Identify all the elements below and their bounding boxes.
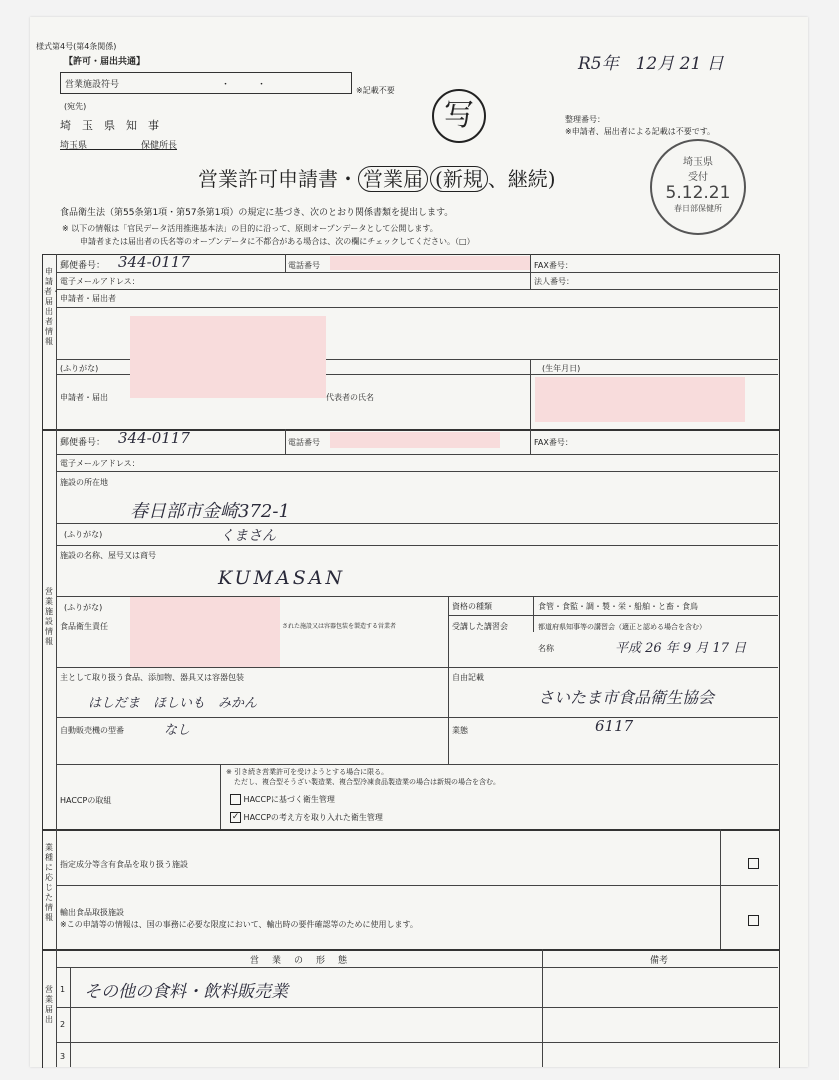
facility-address: 春日部市金崎372-1 — [130, 501, 290, 522]
applicant-email-label: 電子メールアドレス： — [60, 277, 140, 286]
title-notification-circled: 営業届 — [358, 166, 428, 192]
applicant-birth-label: (生年月日) — [542, 364, 581, 373]
receipt-stamp-mid: 受付 — [688, 172, 708, 183]
vending-machine-label: 自動販売機の型番 — [60, 726, 124, 735]
facility-name: KUMASAN — [218, 567, 346, 589]
food-hygiene-manager-label: 食品衛生責任 — [60, 622, 108, 631]
applicant-side-label: 申請者・届出者情報 — [44, 267, 60, 346]
health-center-line: 埼玉県 保健所長 — [60, 141, 178, 151]
form-number: 様式第4号(第4条関係) — [36, 42, 117, 51]
haccp-note-1: ※ 引き続き営業許可を受けようとする場合に限る。 — [226, 768, 389, 776]
application-form-page — [30, 17, 808, 1067]
main-items: はしだま ほしいも みかん — [88, 696, 258, 711]
applicant-fax-label: FAX番号： — [534, 261, 573, 270]
business-row-number: 2 — [60, 1020, 66, 1029]
qualification-options: 食管・食監・調・製・栄・船舶・と畜・食鳥 — [538, 602, 698, 611]
applicant-corp-number-label: 法人番号： — [534, 277, 574, 286]
haccp-label: HACCPの取組 — [60, 796, 112, 805]
manager-furigana-label: (ふりがな) — [64, 603, 103, 612]
ref-number-note: ※申請者、届出者による記載は不要です。 — [565, 127, 716, 136]
haccp-option-1-label: HACCPに基づく衛生管理 — [243, 795, 335, 804]
applicant-furigana-label: (ふりがな) — [60, 364, 99, 373]
facility-postal-label: 郵便番号： — [60, 438, 106, 448]
business-id-label: 営業施設符号 — [65, 80, 120, 90]
haccp-option-1[interactable] — [230, 794, 335, 805]
governor-addressee: 埼 玉 県 知 事 — [60, 119, 159, 132]
title-continue: 、継続) — [487, 167, 556, 191]
applicant-phone-label: 電話番号 — [288, 261, 320, 270]
business-type-code: 6117 — [595, 717, 634, 735]
title-permit: 営業許可申請書・ — [198, 167, 358, 191]
redaction-birth-date — [535, 377, 745, 422]
free-entry: さいたま市食品衛生協会 — [538, 688, 715, 707]
course-note: 都道府県知事等の講習会（適正と認める場合を含む） — [538, 623, 706, 631]
haccp-option-1-checkbox[interactable] — [230, 794, 241, 805]
copy-stamp: 写 — [432, 89, 486, 143]
free-entry-label: 自由記載 — [452, 673, 484, 682]
applicant-name-label: 申請者・届出者 — [60, 294, 116, 303]
export-facility-note: ※この申請等の情報は、国の事務に必要な限度において、輸出時の要件確認等のために使用します。 — [60, 920, 418, 929]
receipt-stamp-date: 5.12.21 — [665, 183, 731, 203]
haccp-option-2-label: HACCPの考え方を取り入れた衛生管理 — [243, 813, 383, 822]
document-title: 営業許可申請書・ 営業届 (新規 、継続) — [198, 167, 556, 191]
business-type-label: 業態 — [452, 726, 468, 735]
facility-name-label: 施設の名称、屋号又は商号 — [60, 551, 156, 560]
open-data-note: ※ 以下の情報は「官民データ活用推進基本法」の目的に沿って、原則オープンデータとして公開します。 — [62, 224, 438, 233]
redaction-applicant-name — [130, 316, 326, 398]
intro-text: 食品衛生法（第55条第1項・第57条第1項）の規定に基づき、次のとおり関係書類を提出します。 — [60, 208, 454, 218]
redaction-applicant-phone — [330, 256, 530, 270]
remarks-header: 備考 — [650, 956, 669, 966]
facility-address-label: 施設の所在地 — [60, 478, 108, 487]
business-row-value: その他の食料・飲料販売業 — [84, 982, 288, 1002]
business-row-number: 1 — [60, 985, 66, 994]
handwritten-date: R5年 12月 21 日 — [578, 54, 724, 74]
applicant-postal-code: 344-0117 — [118, 253, 190, 271]
course-name-label: 名称 — [538, 644, 554, 653]
course-date: 平成 26 年 9 月 17 日 — [615, 641, 747, 656]
fill-not-required-note: ※記載不要 — [356, 86, 395, 95]
export-facility-label: 輸出食品取扱施設 — [60, 908, 124, 917]
receipt-stamp-bottom: 春日部保健所 — [674, 204, 722, 213]
receipt-stamp — [650, 139, 746, 235]
facility-email-label: 電子メールアドレス： — [60, 459, 140, 468]
industry-section — [42, 829, 780, 951]
haccp-note-2: ただし、複合型そうざい製造業、複合型冷凍食品製造業の場合は新規の場合を含む。 — [234, 778, 500, 786]
export-facility-checkbox[interactable] — [748, 910, 759, 929]
qualification-label: 資格の種類 — [452, 602, 492, 611]
receipt-stamp-top: 埼玉県 — [683, 157, 713, 168]
designated-ingredient-checkbox[interactable] — [748, 853, 759, 872]
facility-furigana-label: (ふりがな) — [64, 530, 103, 539]
business-side-label: 営業届出 — [45, 985, 53, 1024]
haccp-option-2-checkbox-checked[interactable]: ✓ — [231, 812, 240, 822]
business-id-separators: ・ ・ — [221, 80, 267, 90]
applicant-postal-label: 郵便番号： — [60, 261, 106, 271]
facility-name-furigana: くまさん — [220, 528, 276, 544]
industry-side-label: 業種に応じた情報 — [45, 843, 53, 922]
business-row-number: 3 — [60, 1052, 66, 1061]
haccp-option-2[interactable] — [230, 812, 383, 823]
ref-number-label: 整理番号： — [565, 115, 605, 124]
open-data-check-note: 申請者または届出者の氏名等のオープンデータに不都合がある場合は、次の欄にチェックしてください。（□） — [80, 237, 475, 246]
facility-side-label: 営業施設情報 — [45, 587, 53, 646]
business-form-header: 営 業 の 形 態 — [250, 956, 350, 966]
manager-note: された施設又は容器包装を製造する営業者 — [282, 623, 397, 630]
facility-postal-code: 344-0117 — [118, 429, 190, 447]
facility-phone-label: 電話番号 — [288, 438, 320, 447]
business-id-box — [60, 72, 352, 94]
common-label: 【許可・届出共通】 — [64, 57, 146, 67]
addressee-label: (宛先) — [64, 102, 87, 111]
applicant-name-label-2: 申請者・届出 — [60, 393, 108, 402]
redaction-manager-name — [130, 597, 280, 667]
title-new-circled: 新規 — [442, 167, 483, 191]
representative-name-label: 代表者の氏名 — [326, 393, 374, 402]
facility-fax-label: FAX番号： — [534, 438, 573, 447]
redaction-facility-phone — [330, 432, 500, 448]
main-items-label: 主として取り扱う食品、添加物、器具又は容器包装 — [60, 673, 244, 682]
designated-ingredient-label: 指定成分等含有食品を取り扱う施設 — [60, 860, 188, 869]
vending-machine-model: なし — [164, 723, 191, 738]
course-label: 受講した講習会 — [452, 622, 508, 631]
